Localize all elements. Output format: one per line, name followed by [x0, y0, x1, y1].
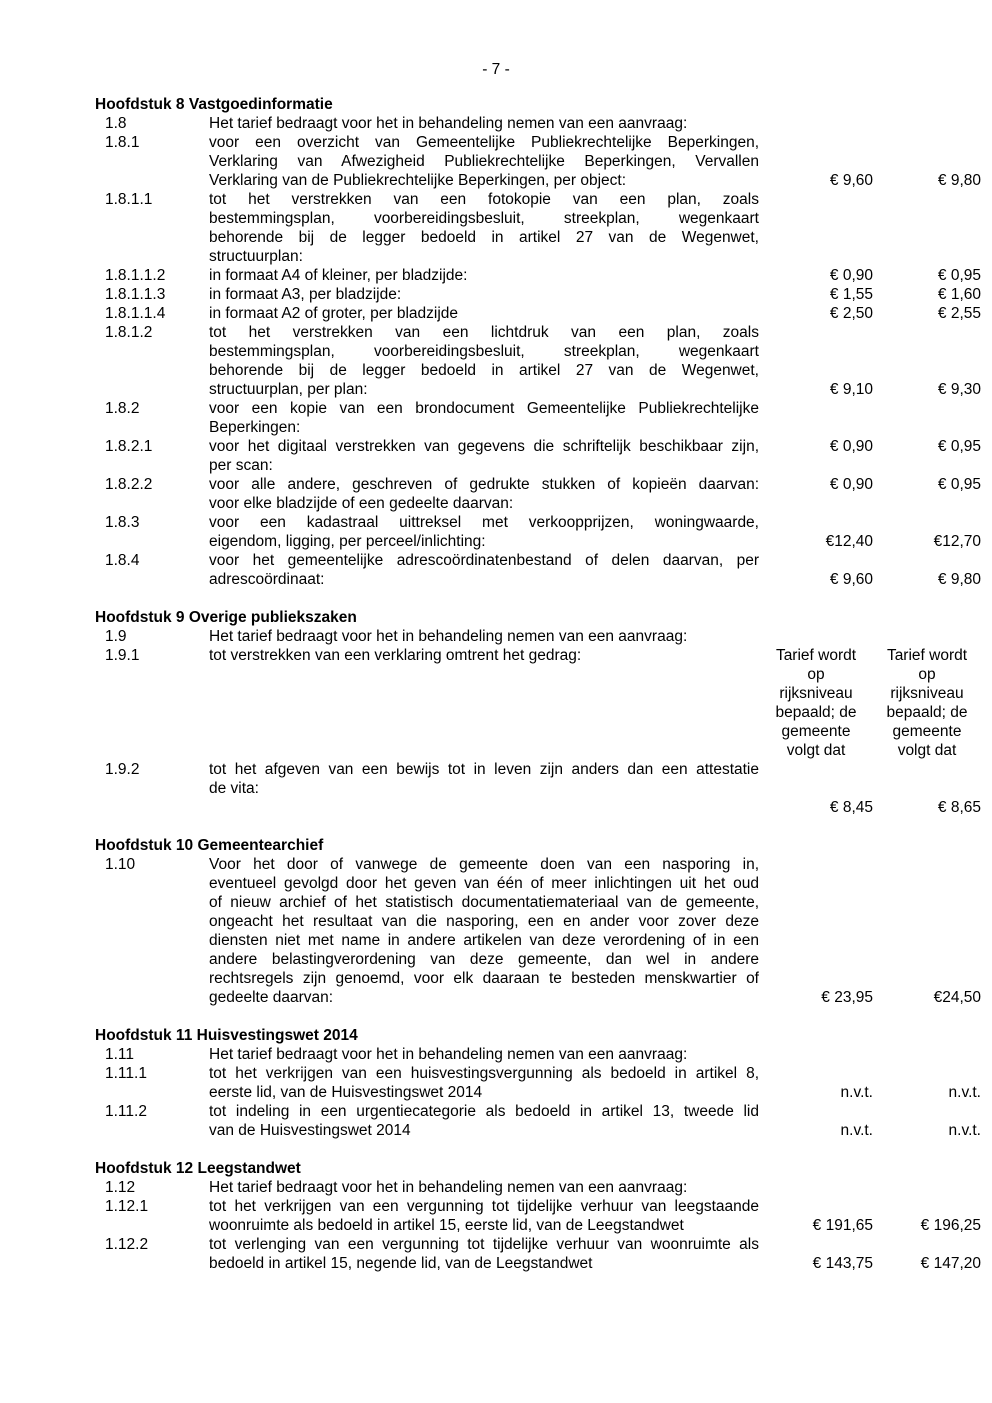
- article-description: [209, 285, 759, 304]
- description-line: tot verlenging van een vergunning tot tijdelijke verhuur van woonruimte als: [209, 1236, 759, 1253]
- description-line: voor een overzicht van Gemeentelijke Publiekrechtelijke Beperkingen,: [209, 134, 759, 151]
- tariff-new: [873, 855, 981, 1007]
- tariff-current: [759, 285, 873, 304]
- tariff-new: [873, 513, 981, 551]
- tariff-current: [759, 1197, 873, 1235]
- tariff-amount: € 0,90: [829, 476, 873, 493]
- article-description: [209, 627, 759, 646]
- tariff-row: [95, 323, 985, 399]
- tariff-row: [95, 1045, 985, 1064]
- description-line: eerste lid, van de Huisvestingswet 2014: [209, 1084, 483, 1101]
- tariff-amount: n.v.t.: [948, 1084, 981, 1101]
- article-number: 1.11: [105, 1046, 135, 1063]
- tariff-row: [95, 399, 985, 437]
- article-number: 1.8.1.1.4: [105, 305, 166, 322]
- description-line: voor het gemeentelijke adrescoördinatenbestand of delen daarvan, per: [209, 552, 759, 569]
- article-number: 1.8.1.1.3: [105, 286, 166, 303]
- tariff-row: [95, 646, 985, 760]
- tariff-note-line: bepaald; de: [886, 704, 968, 721]
- description-line: in formaat A2 of groter, per bladzijde: [209, 305, 459, 322]
- tariff-new: [873, 1178, 981, 1197]
- article-number: 1.12.2: [105, 1236, 149, 1253]
- tariff-current: [759, 304, 873, 323]
- description-line: gedeelte daarvan:: [209, 989, 334, 1006]
- tariff-current: [759, 551, 873, 589]
- description-line: Verklaring van Afwezigheid Publiekrechtelijke Beperkingen, Vervallen: [209, 153, 759, 170]
- tariff-current: [759, 855, 873, 1007]
- description-line: Het tarief bedraagt voor het in behandeling nemen van een aanvraag:: [209, 628, 688, 645]
- description-line: tot het afgeven van een bewijs tot in leven zijn anders dan een attestatie: [209, 761, 759, 778]
- tariff-row: [95, 627, 985, 646]
- article-description: [209, 1102, 759, 1140]
- chapter-section: [95, 608, 985, 817]
- description-line: structuurplan, per plan:: [209, 381, 368, 398]
- tariff-new: [873, 190, 981, 266]
- tariff-note-line: Tarief wordt: [886, 647, 968, 664]
- description-line: Het tarief bedraagt voor het in behandeling nemen van een aanvraag:: [209, 115, 688, 132]
- chapter-section: [95, 836, 985, 1007]
- description-line: tot het verkrijgen van een vergunning tot tijdelijke verhuur van leegstaande: [209, 1198, 759, 1215]
- article-description: [209, 1064, 759, 1102]
- tariff-current: [759, 646, 873, 760]
- tariff-amount: € 191,65: [812, 1217, 873, 1234]
- tariff-amount: n.v.t.: [840, 1084, 873, 1101]
- article-description: [209, 646, 759, 760]
- tariff-current: [759, 437, 873, 475]
- tariff-new: [873, 399, 981, 437]
- description-line: diensten niet met name in andere artikelen van deze verordening of in een: [209, 932, 759, 949]
- tariff-amount: € 23,95: [821, 989, 873, 1006]
- tariff-note-line: volgt dat: [786, 742, 846, 759]
- tariff-new: [873, 475, 981, 513]
- article-number: 1.8.1.1: [105, 191, 153, 208]
- tariff-new: [873, 114, 981, 133]
- tariff-current: [759, 1064, 873, 1102]
- description-line: in formaat A4 of kleiner, per bladzijde:: [209, 267, 468, 284]
- chapter-section: [95, 1026, 985, 1140]
- description-line: Het tarief bedraagt voor het in behandeling nemen van een aanvraag:: [209, 1046, 688, 1063]
- tariff-amount: € 0,90: [829, 267, 873, 284]
- tariff-amount: € 8,45: [829, 799, 873, 816]
- tariff-current: [759, 323, 873, 399]
- tariff-note-line: op: [918, 666, 936, 683]
- article-number: 1.9: [105, 628, 127, 645]
- tariff-amount: € 9,80: [937, 571, 981, 588]
- tariff-current: [759, 1178, 873, 1197]
- tariff-new: [873, 1235, 981, 1273]
- tariff-amount: € 9,10: [829, 381, 873, 398]
- article-number: 1.12.1: [105, 1198, 149, 1215]
- article-description: [209, 1235, 759, 1273]
- tariff-new: [873, 760, 981, 817]
- description-line: behorende bij de legger bedoeld in artikel 27 van de Wegenwet,: [209, 362, 759, 379]
- tariff-row: [95, 1102, 985, 1140]
- description-line: tot het verstrekken van een fotokopie van een plan, zoals: [209, 191, 759, 208]
- tariff-new: [873, 627, 981, 646]
- description-line: andere belastingverordening van deze gemeente, dan wel in andere: [209, 951, 759, 968]
- article-description: [209, 1178, 759, 1197]
- article-description: [209, 266, 759, 285]
- tariff-new: [873, 1045, 981, 1064]
- description-line: structuurplan:: [209, 248, 303, 265]
- chapter-title: Hoofdstuk 11 Huisvestingswet 2014: [95, 1027, 358, 1044]
- tariff-current: [759, 627, 873, 646]
- description-line: behorende bij de legger bedoeld in artikel 27 van de Wegenwet,: [209, 229, 759, 246]
- description-line: Beperkingen:: [209, 419, 301, 436]
- description-line: rechtsregels zijn genoemd, voor elk daaraan te besteden menskwartier of: [209, 970, 759, 987]
- tariff-new: [873, 551, 981, 589]
- tariff-row: [95, 437, 985, 475]
- article-description: [209, 1197, 759, 1235]
- article-number: 1.8.1.1.2: [105, 267, 166, 284]
- article-description: [209, 551, 759, 589]
- tariff-amount: € 9,30: [937, 381, 981, 398]
- tariff-new: [873, 437, 981, 475]
- tariff-new: [873, 646, 981, 760]
- tariff-current: [759, 1235, 873, 1273]
- tariff-note-line: op: [807, 666, 825, 683]
- description-line: Het tarief bedraagt voor het in behandeling nemen van een aanvraag:: [209, 1179, 688, 1196]
- tariff-new: [873, 133, 981, 190]
- description-line: [209, 798, 759, 817]
- article-number: 1.11.1: [105, 1065, 147, 1082]
- tariff-amount: €12,40: [825, 533, 873, 550]
- description-line: voor het digitaal verstrekken van gegevens die schriftelijk beschikbaar zijn,: [209, 438, 759, 455]
- description-line: tot verstrekken van een verklaring omtrent het gedrag:: [209, 647, 582, 664]
- tariff-amount: n.v.t.: [948, 1122, 981, 1139]
- tariff-row: [95, 1197, 985, 1235]
- tariff-note-line: volgt dat: [897, 742, 957, 759]
- tariff-amount: €24,50: [933, 989, 981, 1006]
- tariff-current: [759, 190, 873, 266]
- tariff-amount: € 8,65: [937, 799, 981, 816]
- article-description: [209, 475, 759, 513]
- tariff-current: [759, 1102, 873, 1140]
- description-line: bestemmingsplan, voorbereidingsbesluit, streekplan, wegenkaart: [209, 210, 759, 227]
- description-line: per scan:: [209, 457, 273, 474]
- article-number: 1.8: [105, 115, 127, 132]
- description-line: of nieuw archief of het statistisch documentatiemateriaal van de gemeente,: [209, 894, 759, 911]
- article-number: 1.8.2.2: [105, 476, 153, 493]
- tariff-current: [759, 133, 873, 190]
- article-description: [209, 437, 759, 475]
- tariff-amount: € 9,60: [829, 172, 873, 189]
- article-number: 1.8.3: [105, 514, 140, 531]
- description-line: tot indeling in een urgentiecategorie als bedoeld in artikel 13, tweede lid: [209, 1103, 759, 1120]
- description-line: adrescoördinaat:: [209, 571, 325, 588]
- tariff-new: [873, 1064, 981, 1102]
- tariff-row: [95, 304, 985, 323]
- tariff-note-line: Tarief wordt: [775, 647, 857, 664]
- article-description: [209, 114, 759, 133]
- tariff-new: [873, 285, 981, 304]
- page-number: - 7 -: [482, 61, 510, 78]
- tariff-row: [95, 1064, 985, 1102]
- tariff-amount: € 1,55: [829, 286, 873, 303]
- tariff-row: [95, 855, 985, 1007]
- article-description: [209, 760, 759, 817]
- tariff-row: [95, 513, 985, 551]
- article-number: 1.9.1: [105, 647, 140, 664]
- description-line: in formaat A3, per bladzijde:: [209, 286, 402, 303]
- article-description: [209, 1045, 759, 1064]
- description-line: voor een kadastraal uittreksel met verkoopprijzen, woningwaarde,: [209, 514, 759, 531]
- tariff-amount: €12,70: [933, 533, 981, 550]
- tariff-amount: € 147,20: [920, 1255, 981, 1272]
- description-line: voor elke bladzijde of een gedeelte daarvan:: [209, 495, 514, 512]
- article-number: 1.8.4: [105, 552, 140, 569]
- tariff-amount: n.v.t.: [840, 1122, 873, 1139]
- description-line: bestemmingsplan, voorbereidingsbesluit, streekplan, wegenkaart: [209, 343, 759, 360]
- tariff-amount: € 2,55: [937, 305, 981, 322]
- tariff-row: [95, 285, 985, 304]
- description-line: voor alle andere, geschreven of gedrukte stukken of kopieën daarvan:: [209, 476, 759, 493]
- tariff-note-line: gemeente: [781, 723, 851, 740]
- tariff-amount: € 9,80: [937, 172, 981, 189]
- tariff-amount: € 1,60: [937, 286, 981, 303]
- article-description: [209, 513, 759, 551]
- article-description: [209, 190, 759, 266]
- tariff-row: [95, 1178, 985, 1197]
- article-description: [209, 323, 759, 399]
- tariff-new: [873, 323, 981, 399]
- tariff-new: [873, 304, 981, 323]
- tariff-new: [873, 1197, 981, 1235]
- article-number: 1.10: [105, 856, 136, 873]
- chapter-title: Hoofdstuk 10 Gemeentearchief: [95, 837, 324, 854]
- tariff-row: [95, 760, 985, 817]
- tariff-row: [95, 133, 985, 190]
- tariff-amount: € 0,95: [937, 267, 981, 284]
- article-description: [209, 399, 759, 437]
- tariff-amount: € 196,25: [920, 1217, 981, 1234]
- tariff-current: [759, 399, 873, 437]
- chapter-title: Hoofdstuk 9 Overige publiekszaken: [95, 609, 357, 626]
- chapter-section: [95, 1159, 985, 1273]
- tariff-note-line: gemeente: [892, 723, 962, 740]
- tariff-current: [759, 266, 873, 285]
- tariff-row: [95, 551, 985, 589]
- description-line: de vita:: [209, 780, 259, 797]
- description-line: woonruimte als bedoeld in artikel 15, eerste lid, van de Leegstandwet: [209, 1217, 684, 1234]
- description-line: eigendom, ligging, per perceel/inlichting:: [209, 533, 486, 550]
- tariff-note-line: bepaald; de: [775, 704, 857, 721]
- tariff-note-line: rijksniveau: [890, 685, 964, 702]
- description-line: van de Huisvestingswet 2014: [209, 1122, 411, 1139]
- description-line: Verklaring van de Publiekrechtelijke Beperkingen, per object:: [209, 172, 627, 189]
- article-description: [209, 304, 759, 323]
- description-line: bedoeld in artikel 15, negende lid, van de Leegstandwet: [209, 1255, 593, 1272]
- description-line: ongeacht het resultaat van die nasporing, een en ander voor zover deze: [209, 913, 759, 930]
- tariff-amount: € 0,90: [829, 438, 873, 455]
- tariff-current: [759, 760, 873, 817]
- tariff-note-line: rijksniveau: [779, 685, 853, 702]
- tariff-row: [95, 266, 985, 285]
- article-number: 1.8.1.2: [105, 324, 153, 341]
- chapter-section: [95, 95, 985, 589]
- tariff-row: [95, 114, 985, 133]
- tariff-current: [759, 475, 873, 513]
- tariff-amount: € 0,95: [937, 476, 981, 493]
- article-description: [209, 133, 759, 190]
- tariff-amount: € 9,60: [829, 571, 873, 588]
- chapter-title: Hoofdstuk 8 Vastgoedinformatie: [95, 96, 333, 113]
- tariff-amount: € 143,75: [812, 1255, 873, 1272]
- tariff-row: [95, 190, 985, 266]
- chapter-title: Hoofdstuk 12 Leegstandwet: [95, 1160, 301, 1177]
- description-line: eventueel gevolgd door het geven van één of meer inlichtingen uit het oud: [209, 875, 759, 892]
- article-number: 1.8.2.1: [105, 438, 153, 455]
- tariff-new: [873, 266, 981, 285]
- tariff-row: [95, 475, 985, 513]
- tariff-current: [759, 114, 873, 133]
- tariff-amount: € 0,95: [937, 438, 981, 455]
- tariff-row: [95, 1235, 985, 1273]
- tariff-current: [759, 1045, 873, 1064]
- description-line: tot het verkrijgen van een huisvestingsvergunning als bedoeld in artikel 8,: [209, 1065, 759, 1082]
- tariff-new: [873, 1102, 981, 1140]
- description-line: voor een kopie van een brondocument Gemeentelijke Publiekrechtelijke: [209, 400, 759, 417]
- article-description: [209, 855, 759, 1007]
- description-line: tot het verstrekken van een lichtdruk van een plan, zoals: [209, 324, 759, 341]
- article-number: 1.8.2: [105, 400, 140, 417]
- article-number: 1.8.1: [105, 134, 140, 151]
- document-body: [95, 95, 985, 1292]
- tariff-amount: € 2,50: [829, 305, 873, 322]
- tariff-current: [759, 513, 873, 551]
- article-number: 1.11.2: [105, 1103, 147, 1120]
- article-number: 1.12: [105, 1179, 136, 1196]
- article-number: 1.9.2: [105, 761, 140, 778]
- description-line: Voor het door of vanwege de gemeente doen van een nasporing in,: [209, 856, 759, 873]
